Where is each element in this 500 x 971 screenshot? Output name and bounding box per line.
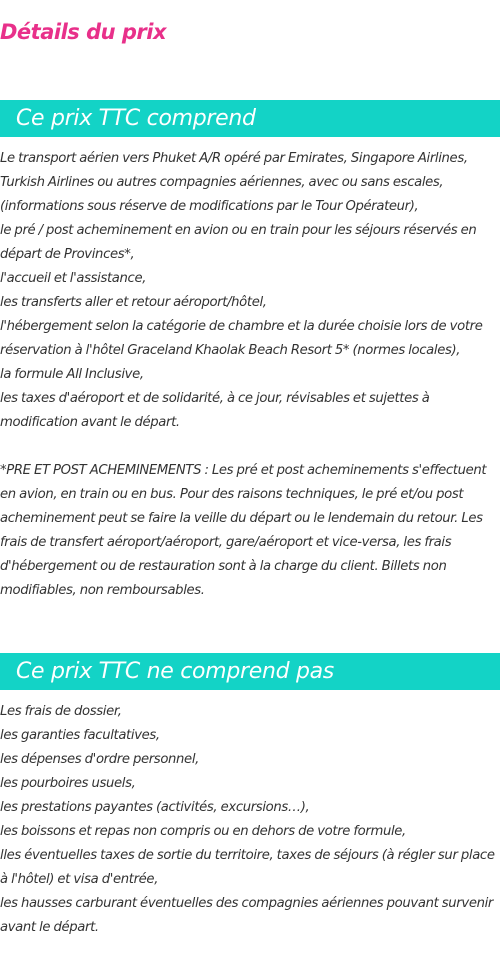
included-item: les transferts aller et retour aéroport/hôtel,	[0, 295, 267, 310]
included-item: l'hébergement selon la catégorie de chambre et la durée choisie lors de votre réservation à l'hôtel Graceland Khaolak Beach Resort 5* (normes locales),	[0, 319, 483, 358]
included-note: *PRE ET POST ACHEMINEMENTS : Les pré et post acheminements s'effectuent en avion, en train ou en bus. Pour des raisons techniques, le pré et/ou post acheminement peut se faire la veille du départ ou le lendemain du retour. Les frais de transfert aéroport/aéroport, gare/aéroport et vice-versa, les frais d'hébergement ou de restauration sont à la charge du client. Billets non modifiables, non remboursables.	[0, 463, 487, 598]
excluded-item: les prestations payantes (activités, excursions…),	[0, 800, 310, 815]
excluded-item: les hausses carburant éventuelles des compagnies aériennes pouvant survenir avant le départ.	[0, 896, 493, 935]
excluded-section-body	[0, 700, 500, 940]
excluded-item: lles éventuelles taxes de sortie du territoire, taxes de séjours (à régler sur place à l'hôtel) et visa d'entrée,	[0, 848, 495, 887]
excluded-item: les boissons et repas non compris ou en dehors de votre formule,	[0, 824, 406, 839]
excluded-item: Les frais de dossier,	[0, 704, 122, 719]
included-item: le pré / post acheminement en avion ou en train pour les séjours réservés en départ de Provinces*,	[0, 223, 477, 262]
included-item: les taxes d'aéroport et de solidarité, à ce jour, révisables et sujettes à modification avant le départ.	[0, 391, 430, 430]
excluded-item: les dépenses d'ordre personnel,	[0, 752, 199, 767]
included-item: l'accueil et l'assistance,	[0, 271, 147, 286]
paragraph-spacer	[0, 435, 500, 459]
included-item: la formule All Inclusive,	[0, 367, 144, 382]
excluded-item: les pourboires usuels,	[0, 776, 136, 791]
excluded-section-heading: Ce prix TTC ne comprend pas	[0, 653, 500, 690]
included-item: Le transport aérien vers Phuket A/R opéré par Emirates, Singapore Airlines, Turkish Airlines ou autres compagnies aériennes, avec ou sans escales, (informations sous réserve de modifications par le Tour Opérateur),	[0, 151, 468, 214]
included-section-heading: Ce prix TTC comprend	[0, 100, 500, 137]
page-title: Détails du prix	[0, 20, 167, 44]
included-section-body	[0, 147, 500, 603]
excluded-item: les garanties facultatives,	[0, 728, 160, 743]
